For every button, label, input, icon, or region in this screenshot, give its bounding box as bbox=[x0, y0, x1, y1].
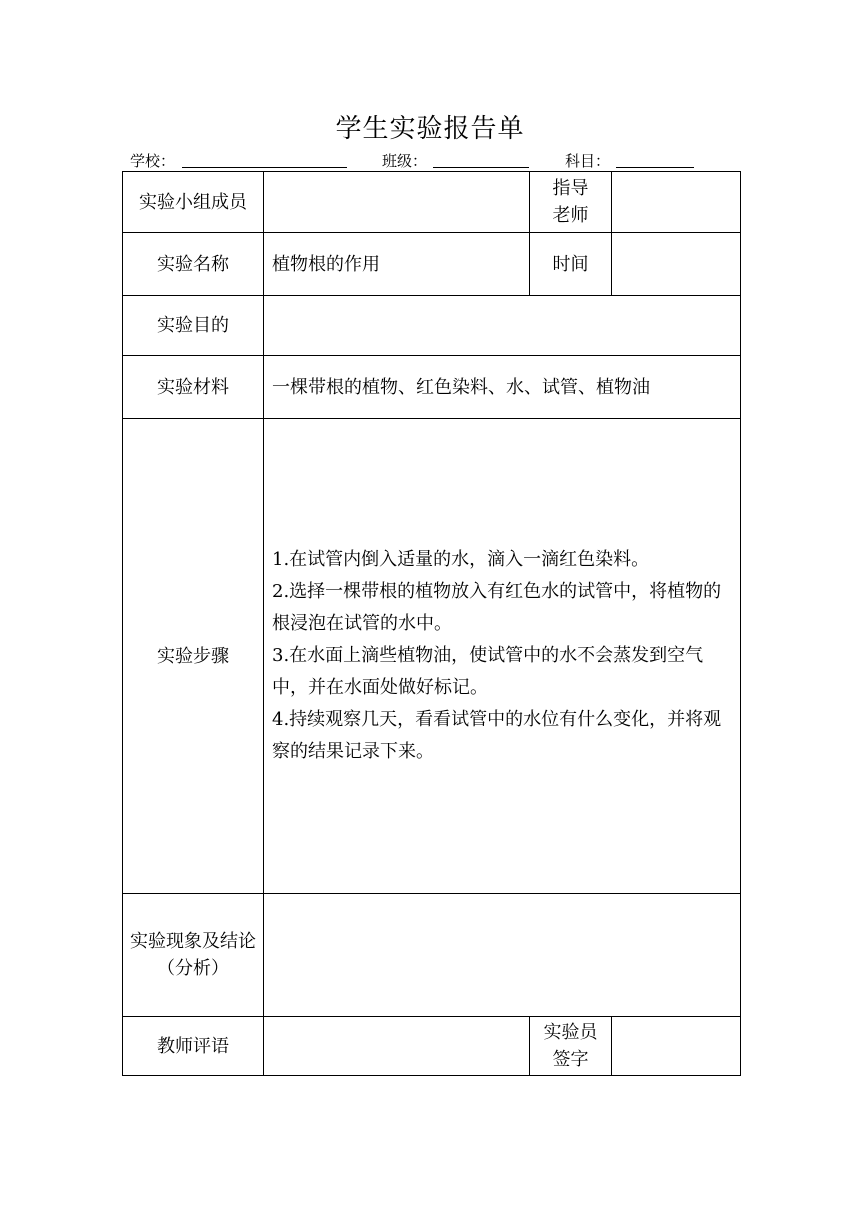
advisor-label bbox=[530, 172, 612, 233]
steps-value[interactable] bbox=[264, 419, 741, 894]
class-blank[interactable] bbox=[433, 167, 529, 168]
step-item: 4.持续观察几天，看看试管中的水位有什么变化，并将观察的结果记录下来。 bbox=[272, 709, 722, 762]
materials-value[interactable]: 一棵带根的植物、红色染料、水、试管、植物油 bbox=[264, 356, 741, 419]
advisor-label-line2: 老师 bbox=[552, 205, 589, 226]
group-members-label: 实验小组成员 bbox=[123, 172, 264, 233]
experimenter-sign-label bbox=[530, 1017, 612, 1076]
row-steps bbox=[123, 419, 741, 894]
purpose-value[interactable] bbox=[264, 296, 741, 356]
experiment-name-label: 实验名称 bbox=[123, 233, 264, 296]
experimenter-sign-label-line1: 实验员 bbox=[543, 1022, 598, 1043]
purpose-label: 实验目的 bbox=[123, 296, 264, 356]
class-label: 班级： bbox=[382, 152, 428, 170]
advisor-value[interactable] bbox=[612, 172, 741, 233]
observation-label: 实验现象及结论（分析） bbox=[123, 894, 264, 1017]
subject-blank[interactable] bbox=[616, 167, 694, 168]
group-members-value[interactable] bbox=[264, 172, 530, 233]
row-materials bbox=[123, 356, 741, 419]
school-label: 学校： bbox=[130, 152, 176, 170]
step-item: 3.在水面上滴些植物油，使试管中的水不会蒸发到空气中，并在水面处做好标记。 bbox=[272, 645, 704, 698]
step-item: 1.在试管内倒入适量的水，滴入一滴红色染料。 bbox=[272, 549, 650, 570]
report-table bbox=[122, 171, 741, 1076]
experiment-name-value[interactable]: 植物根的作用 bbox=[264, 233, 530, 296]
row-experiment-name bbox=[123, 233, 741, 296]
teacher-comment-value[interactable] bbox=[264, 1017, 530, 1076]
step-item: 2.选择一棵带根的植物放入有红色水的试管中，将植物的根浸泡在试管的水中。 bbox=[272, 581, 722, 634]
materials-label: 实验材料 bbox=[123, 356, 264, 419]
experimenter-sign-value[interactable] bbox=[612, 1017, 741, 1076]
header-info-line bbox=[130, 150, 750, 172]
row-purpose bbox=[123, 296, 741, 356]
experimenter-sign-label-line2: 签字 bbox=[552, 1049, 589, 1070]
school-blank[interactable] bbox=[182, 167, 347, 168]
row-teacher-comment bbox=[123, 1017, 741, 1076]
row-group-members bbox=[123, 172, 741, 233]
time-label: 时间 bbox=[530, 233, 612, 296]
page-title: 学生实验报告单 bbox=[335, 114, 525, 144]
subject-label: 科目： bbox=[565, 152, 611, 170]
advisor-label-line1: 指导 bbox=[552, 178, 589, 199]
time-value[interactable] bbox=[612, 233, 741, 296]
row-observation bbox=[123, 894, 741, 1017]
steps-label: 实验步骤 bbox=[123, 419, 264, 894]
observation-value[interactable] bbox=[264, 894, 741, 1017]
teacher-comment-label: 教师评语 bbox=[123, 1017, 264, 1076]
